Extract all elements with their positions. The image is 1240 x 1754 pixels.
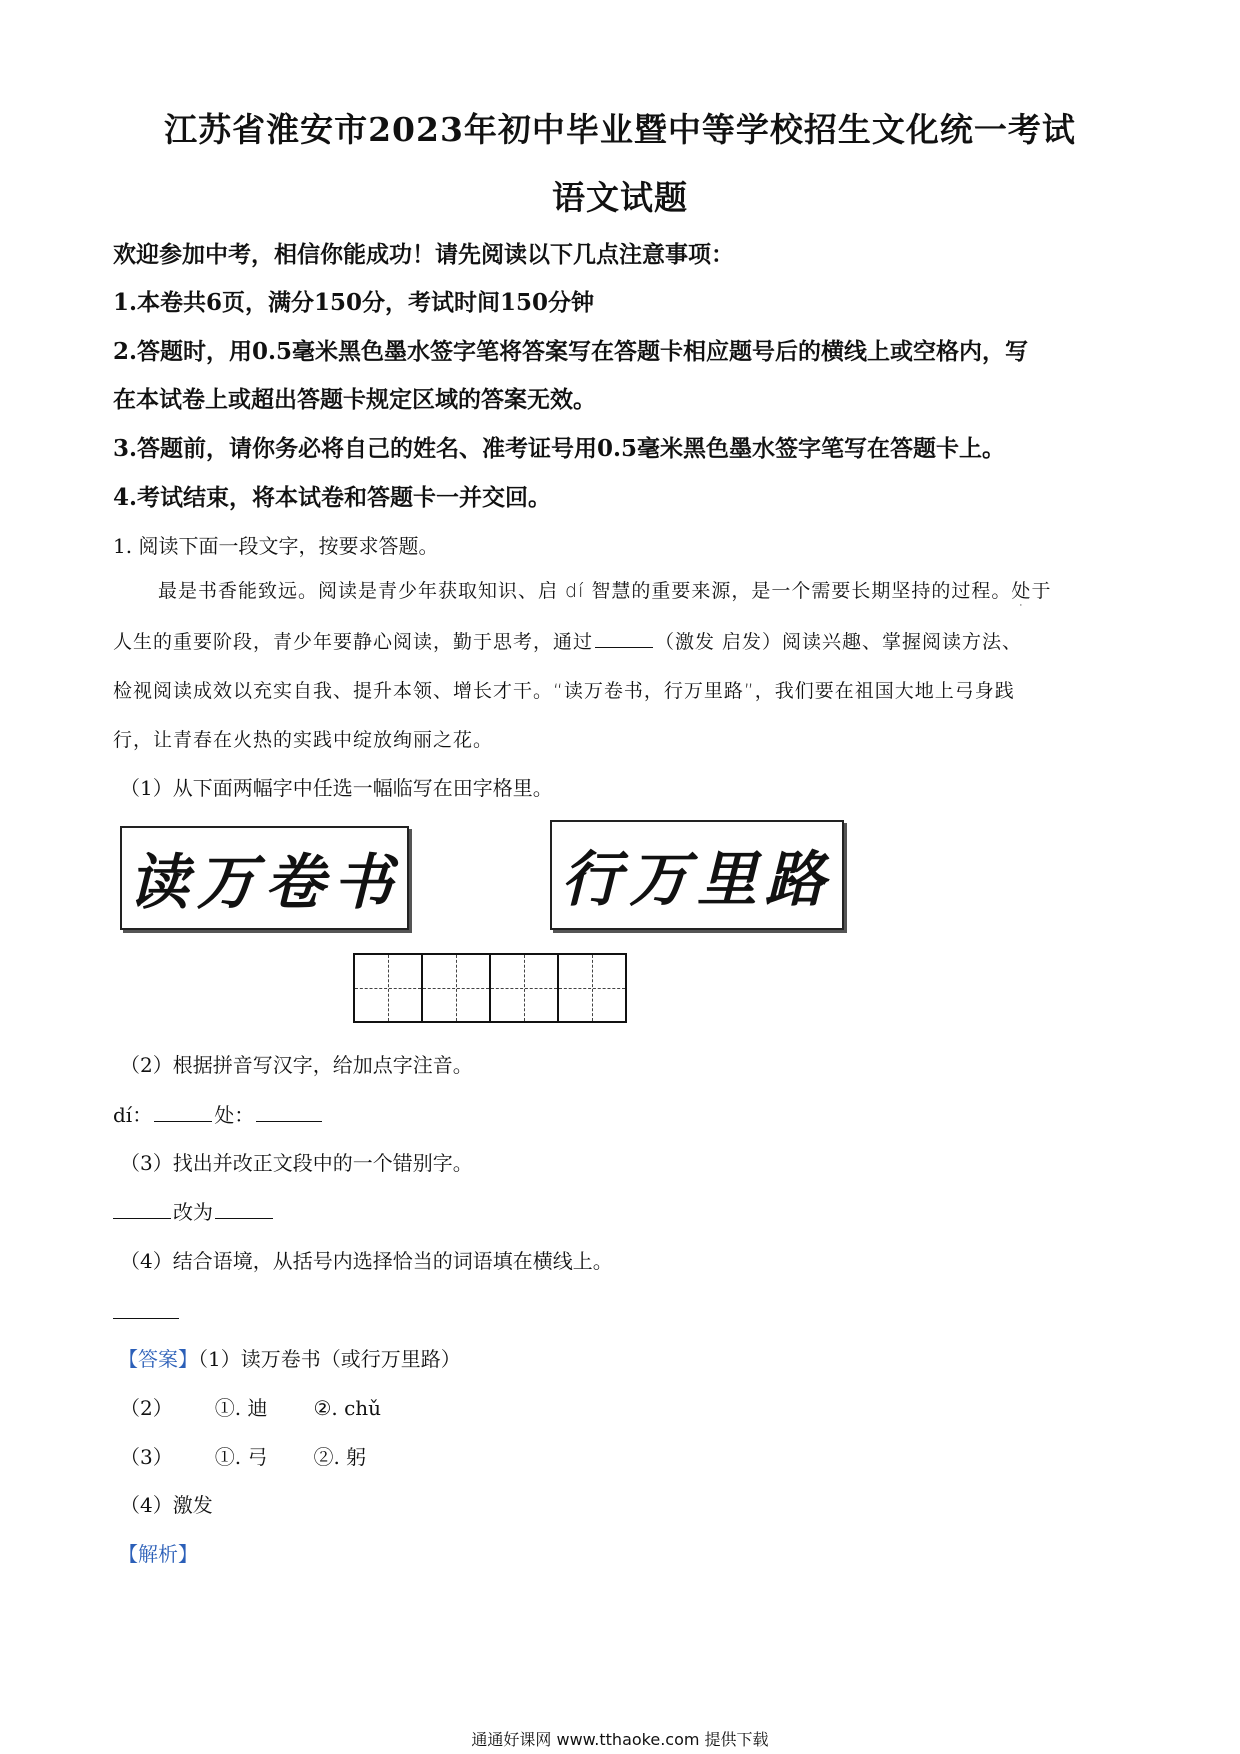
passage-text: 最是书香能致远。阅读是青少年获取知识、启 dí 智慧的重要来源，是一个需要长期坚持的过程。 bbox=[158, 580, 1012, 602]
sub-question-3-answer bbox=[113, 1196, 275, 1225]
fill-blank[interactable] bbox=[215, 1217, 273, 1219]
dotted-char: 处 bbox=[1011, 580, 1032, 602]
sub-question-1: （1）从下面两幅字中任选一幅临写在田字格里。 bbox=[120, 776, 553, 800]
grid-cell[interactable] bbox=[489, 953, 559, 1023]
sub-question-4: （4）结合语境，从括号内选择恰当的词语填在横线上。 bbox=[120, 1249, 613, 1273]
passage-line-3: 检视阅读成效以充实自我、提升本领、增长才干。“读万卷书，行万里路”，我们要在祖国大地上弓身践 bbox=[113, 680, 1015, 702]
answer-3-num: （3） bbox=[120, 1445, 173, 1469]
notice-2b: 在本试卷上或超出答题卡规定区域的答案无效。 bbox=[113, 386, 596, 413]
exam-title: 江苏省淮安市2023年初中毕业暨中等学校招生文化统一考试 bbox=[164, 110, 1076, 149]
passage-line-4: 行，让青春在火热的实践中绽放绚丽之花。 bbox=[113, 729, 494, 751]
passage-text: （激发 启发）阅读兴趣、掌握阅读方法、 bbox=[655, 631, 1023, 653]
fill-blank[interactable] bbox=[113, 1317, 179, 1319]
grid-cell[interactable] bbox=[353, 953, 423, 1023]
char-label: 处： bbox=[214, 1103, 255, 1127]
notice-4: 4.考试结束，将本试卷和答题卡一并交回。 bbox=[113, 484, 552, 511]
grid-cell[interactable] bbox=[557, 953, 627, 1023]
sub-question-2-answer bbox=[113, 1099, 324, 1128]
sub-question-2: （2）根据拼音写汉字，给加点字注音。 bbox=[120, 1053, 473, 1077]
question-1-stem: 1. 阅读下面一段文字，按要求答题。 bbox=[113, 534, 439, 558]
answer-line-1 bbox=[118, 1343, 461, 1372]
correction-label: 改为 bbox=[173, 1200, 213, 1224]
fill-blank[interactable] bbox=[595, 646, 653, 648]
answer-line-3 bbox=[120, 1441, 366, 1470]
passage-line-2 bbox=[113, 627, 1022, 654]
answer-3-2: ②. 躬 bbox=[313, 1445, 367, 1469]
answer-1: （1）读万卷书（或行万里路） bbox=[198, 1347, 461, 1371]
grid-cell[interactable] bbox=[421, 953, 491, 1023]
passage-text: 人生的重要阶段，青少年要静心阅读，勤于思考，通过 bbox=[113, 631, 594, 653]
sub-question-4-answer bbox=[113, 1300, 181, 1324]
passage-text: 于 bbox=[1031, 580, 1052, 602]
answer-3-1: ①. 弓 bbox=[214, 1445, 268, 1469]
notice-3: 3.答题前，请你务必将自己的姓名、准考证号用0.5毫米黑色墨水签字笔写在答题卡上。 bbox=[113, 435, 1006, 462]
notice-2a: 2.答题时，用0.5毫米黑色墨水签字笔将答案写在答题卡相应题号后的横线上或空格内，写 bbox=[113, 338, 1029, 365]
calligraphy-left: 读万卷书 bbox=[120, 826, 409, 930]
answer-line-2 bbox=[120, 1392, 381, 1421]
sub-question-3: （3）找出并改正文段中的一个错别字。 bbox=[120, 1151, 473, 1175]
tianzige-grid bbox=[353, 953, 627, 1023]
pinyin-label: dí： bbox=[113, 1103, 153, 1127]
fill-blank[interactable] bbox=[256, 1120, 322, 1122]
notice-1: 1.本卷共6页，满分150分，考试时间150分钟 bbox=[113, 289, 595, 316]
answer-4: （4）激发 bbox=[120, 1493, 213, 1517]
fill-blank[interactable] bbox=[113, 1217, 171, 1219]
answer-2-1: ①. 迪 bbox=[214, 1396, 268, 1420]
calligraphy-right: 行万里路 bbox=[550, 820, 844, 930]
notice-intro: 欢迎参加中考，相信你能成功！请先阅读以下几点注意事项： bbox=[113, 241, 734, 268]
analysis-label: 【解析】 bbox=[118, 1542, 198, 1566]
answer-2-num: （2） bbox=[120, 1396, 173, 1420]
answer-label: 【答案】 bbox=[118, 1347, 198, 1371]
exam-subtitle: 语文试题 bbox=[552, 178, 688, 217]
passage-line-1 bbox=[158, 576, 1051, 603]
fill-blank[interactable] bbox=[154, 1120, 212, 1122]
answer-2-2: ②. chǔ bbox=[313, 1396, 382, 1420]
page-footer: 通通好课网 www.tthaoke.com 提供下载 bbox=[471, 1730, 769, 1749]
